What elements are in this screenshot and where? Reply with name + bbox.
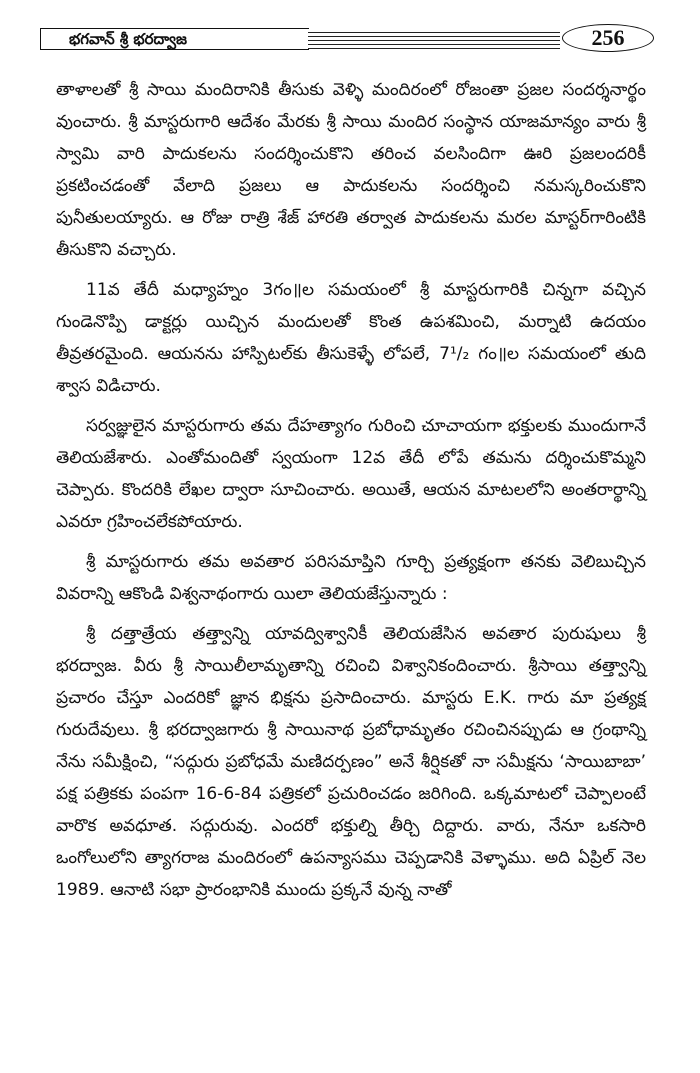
page-body (56, 74, 646, 914)
paragraph: తాళాలతో శ్రీ సాయి మందిరానికి తీసుకు వెళ్ళి మందిరంలో రోజంతా ప్రజల సందర్శనార్థం వుంచారు. శ్రీ మాస్టరుగారి ఆదేశం మేరకు శ్రీ సాయి మందిర సంస్థాన యాజమాన్యం వారు శ్రీ స్వామి వారి పాదుకలను సందర్శించుకొని తరించ వలసిందిగా ఊరి ప్రజలందరికీ ప్రకటించడంతో వేలాది ప్రజలు ఆ పాదుకలను సందర్శించి నమస్కరించుకొని పునీతులయ్యారు. ఆ రోజు రాత్రి శేజ్ హారతి తర్వాత పాదుకలను మరల మాస్టర్‌గారింటికి తీసుకొని వచ్చారు. (56, 80, 646, 260)
running-header (40, 24, 656, 52)
paragraph: సర్వజ్ఞులైన మాస్టరుగారు తమ దేహత్యాగం గురించి చూచాయగా భక్తులకు ముందుగానే తెలియజేశారు. ఎంతోమందితో స్వయంగా 12వ తేదీ లోపే తమను దర్శించుకొమ్మని చెప్పారు. కొందరికి లేఖల ద్వారా సూచించారు. అయితే, ఆయన మాటలలోని అంతరార్థాన్ని ఎవరూ గ్రహించలేకపోయారు. (56, 416, 646, 532)
book-title: భగవాన్ శ్రీ భరద్వాజ (69, 30, 187, 48)
paragraph: 11వ తేదీ మధ్యాహ్నం 3గం॥ల సమయంలో శ్రీ మాస్టరుగారికి చిన్నగా వచ్చిన గుండెనొప్పి డాక్టర్లు యిచ్చిన మందులతో కొంత ఉపశమించి, మర్నాటి ఉదయం తీవ్రతరమైంది. ఆయనను హాస్పిటల్‌కు తీసుకెళ్ళే లోపలే, 7¹/₂ గం॥ల సమయంలో తుది శ్వాస విడిచారు. (56, 280, 646, 396)
header-title-box (40, 28, 309, 50)
page-number: 256 (562, 24, 654, 52)
header-rules (308, 28, 560, 48)
paragraph: శ్రీ మాస్టరుగారు తమ అవతార పరిసమాప్తిని గూర్చి ప్రత్యక్షంగా తనకు వెలిబుచ్చిన వివరాన్ని ఆకొండి విశ్వనాథంగారు యిలా తెలియజేస్తున్నారు : (56, 552, 646, 604)
paragraph: శ్రీ దత్తాత్రేయ తత్త్వాన్ని యావద్విశ్వానికీ తెలియజేసిన అవతార పురుషులు శ్రీ భరద్వాజ. వీరు శ్రీ సాయిలీలామృతాన్ని రచించి విశ్వానికందించారు. శ్రీసాయి తత్త్వాన్ని ప్రచారం చేస్తూ ఎందరికో జ్ఞాన భిక్షను ప్రసాదించారు. మాస్టరు E.K. గారు మా ప్రత్యక్ష గురుదేవులు. శ్రీ భరద్వాజగారు శ్రీ సాయినాథ ప్రబోధామృతం రచించినప్పుడు ఆ గ్రంథాన్ని నేను సమీక్షించి, “సద్గురు ప్రబోధమే మణిదర్పణం” అనే శీర్షికతో నా సమీక్షను ‘సాయిబాబా’ పక్ష పత్రికకు పంపగా 16-6-84 పత్రికలో ప్రచురించడం జరిగింది. ఒక్కమాటలో చెప్పాలంటే వారొక అవధూత. సద్గురువు. ఎందరో భక్తుల్ని తీర్చి దిద్దారు. వారు, నేనూ ఒకసారి ఒంగోలులోని త్యాగరాజ మందిరంలో ఉపన్యాసము చెప్పడానికి వెళ్ళాము. అది ఏప్రిల్ నెల 1989. ఆనాటి సభా ప్రారంభానికి ముందు ప్రక్కనే వున్న నాతో (56, 624, 646, 900)
